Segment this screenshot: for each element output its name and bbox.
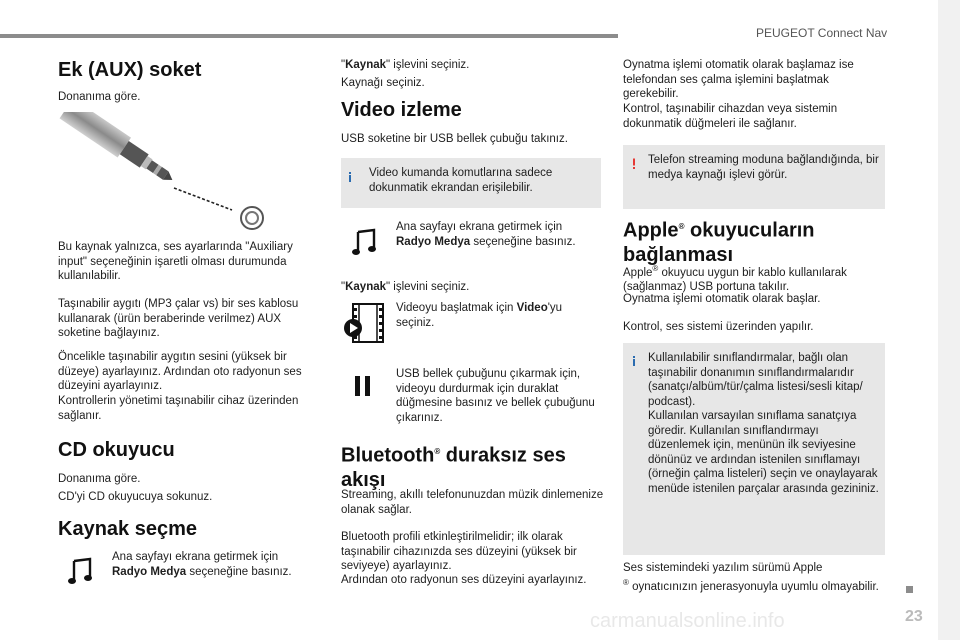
- streaming-warning-note: [623, 145, 885, 209]
- video-step-1-tail: seçeneğine basınız.: [470, 235, 576, 248]
- aux-paragraph-2: Bu kaynak yalnızca, ses ayarlarında "Auxiliary input" seçeneğinin işaretli olması durumunda kullanılabilir.: [58, 241, 293, 282]
- video-kaynak-line: [341, 280, 611, 295]
- apple-paragraph-2: Kontrol, ses sistemi üzerinden yapılır.: [623, 321, 814, 333]
- top-rule: [0, 34, 618, 38]
- bluetooth-title: [341, 440, 566, 492]
- video-step-1-text: Ana sayfayı ekrana getirmek için: [396, 221, 563, 233]
- aux-title: Ek (AUX) soket: [58, 59, 202, 81]
- apple-title: [623, 215, 815, 267]
- warning-icon: [632, 156, 636, 172]
- apple-title-a: Apple: [623, 219, 679, 242]
- bt-paragraph-1: Streaming, akıllı telefonunuzdan müzik dinlemenize olanak sağlar.: [341, 489, 604, 516]
- col3-paragraph-1a: Oynatma işlemi otomatik olarak başlamaz ise telefondan ses çalma işlemini başlatmak gerekebilir.: [623, 59, 854, 100]
- header-title: PEUGEOT Connect Nav: [756, 26, 888, 40]
- apple-note-text-b: Kullanılan varsayılan sınıflama sanatçıya göredir. Kullanılan sınıflandırmayı düzenlemek için, menünün ilk seviyesine dönünüz ve ardından istenilen sınıflamayı (örneğin çalma listeleri) seçin ve onaylayarak menüde istenilen parçalar arasında gezininiz.: [648, 410, 879, 495]
- aux-paragraph-4a: Öncelikle taşınabilir aygıtın sesini (yüksek bir düzeye) ayarlayınız. Ardından oto radyonun ses düzeyini ayarlayınız.: [58, 351, 302, 392]
- apple-paragraph-3: [623, 561, 885, 594]
- kaynak-select: Kaynağı seçiniz.: [341, 77, 425, 89]
- cd-paragraph-1: Donanıma göre.: [58, 473, 141, 485]
- video-info-note: [341, 158, 601, 208]
- bt-title-c: akışı: [341, 468, 386, 491]
- source-step-text: Ana sayfayı ekrana getirmek için: [112, 551, 279, 563]
- col3-paragraph-1b: Kontrol, taşınabilir cihazdan veya sistemin dokunmatik düğmeleri ile sağlanır.: [623, 103, 838, 130]
- aux-paragraph-3: Taşınabilir aygıtı (MP3 çalar vs) bir ses kablosu kullanarak (ürün beraberinde verilmez) AUX soketine bağlayınız.: [58, 298, 299, 339]
- video-step-2-text: Videoyu başlatmak için: [396, 302, 517, 314]
- apple-p3-sup: ®: [623, 577, 629, 587]
- source-title: Kaynak seçme: [58, 518, 197, 540]
- apple-note-text-a: Kullanılabilir sınıflandırmalar, bağlı olan taşınabilir donanımın sınıflandırmalarıdır (sanatçı/albüm/tür/çalma listesi/sesli kitap/ podcast).: [648, 352, 863, 408]
- video-step-1-bold: Radyo Medya: [396, 235, 471, 248]
- bt-title-a: Bluetooth: [341, 444, 435, 467]
- apple-title-sup: ®: [678, 222, 685, 231]
- quote-open: ": [341, 281, 346, 293]
- aux-paragraph-4b: Kontrollerin yönetimi taşınabilir cihaz üzerinden sağlanır.: [58, 395, 299, 422]
- video-step-2-bold: Video: [516, 302, 548, 314]
- video-paragraph-1: USB soketine bir USB bellek çubuğu takınız.: [341, 133, 568, 145]
- bt-title-b: duraksız ses: [440, 444, 566, 467]
- video-step-1: [396, 220, 601, 249]
- source-step: [112, 550, 312, 579]
- video-kaynak-tail: " işlevini seçiniz.: [386, 281, 470, 293]
- cd-title: CD okuyucu: [58, 439, 175, 461]
- kaynak-bold: Kaynak: [345, 59, 387, 71]
- apple-p1-sup: ®: [652, 264, 659, 273]
- apple-p1-pre: Apple: [623, 266, 653, 279]
- watermark: carmanualsonline.info: [590, 610, 785, 632]
- aux-jack-icon: [56, 112, 270, 232]
- cd-paragraph-2: CD'yi CD okuyucuya sokunuz.: [58, 491, 213, 503]
- apple-paragraph-1a: [623, 262, 885, 295]
- kaynak-line: [341, 58, 611, 73]
- video-step-2: [396, 301, 601, 330]
- video-note-text: Video kumanda komutlarına sadece dokunmatik ekrandan erişilebilir.: [369, 167, 553, 194]
- warning-note-text: Telefon streaming moduna bağlandığında, bir medya kaynağı işlevi görür.: [648, 154, 879, 181]
- pause-icon: [352, 374, 374, 398]
- info-icon: [348, 169, 352, 185]
- info-icon: [632, 353, 636, 369]
- video-kaynak-bold: Kaynak: [345, 281, 387, 293]
- page-edge-strip: [938, 0, 960, 640]
- aux-paragraph-1: Donanıma göre.: [58, 91, 141, 103]
- source-step-tail: seçeneğine basınız.: [186, 565, 292, 578]
- apple-title-b: okuyucuların: [684, 219, 815, 242]
- apple-paragraph-1b: Oynatma işlemi otomatik olarak başlar.: [623, 293, 821, 305]
- apple-p3-post: oynatıcınızın jenerasyonuyla uyumlu olmayabilir.: [628, 580, 879, 593]
- kaynak-tail: " işlevini seçiniz.: [386, 59, 470, 71]
- video-film-icon: [343, 302, 385, 344]
- video-step-3: USB bellek çubuğunu çıkarmak için, videoyu durdurmak için duraklat düğmesine basınız ve bellek çubuğunu çıkarınız.: [396, 368, 595, 424]
- apple-title-c: bağlanması: [623, 243, 734, 266]
- bt-paragraph-2b: Ardından oto radyonun ses düzeyini ayarlayınız.: [341, 574, 587, 586]
- source-step-bold: Radyo Medya: [112, 565, 187, 578]
- music-note-icon: [352, 228, 378, 256]
- bt-paragraph-2a: Bluetooth profili etkinleştirilmelidir; ilk olarak taşınabilir cihazınızda ses düzeyini (yüksek bir seviyeye) ayarlayınız.: [341, 531, 577, 572]
- page-number: 23: [905, 608, 923, 625]
- page-marker: [906, 586, 913, 593]
- apple-info-note: [623, 343, 885, 555]
- quote-open: ": [341, 59, 346, 71]
- video-title: Video izleme: [341, 99, 462, 121]
- bt-title-sup: ®: [434, 447, 441, 456]
- music-note-icon: [68, 557, 94, 585]
- apple-p3-pre: Ses sistemindeki yazılım sürümü Apple: [623, 562, 823, 574]
- apple-p1-post: okuyucu uygun bir kablo kullanılarak (sağlanmaz) USB portuna takılır.: [623, 266, 847, 294]
- video-step-2-tail: 'yu seçiniz.: [396, 302, 563, 329]
